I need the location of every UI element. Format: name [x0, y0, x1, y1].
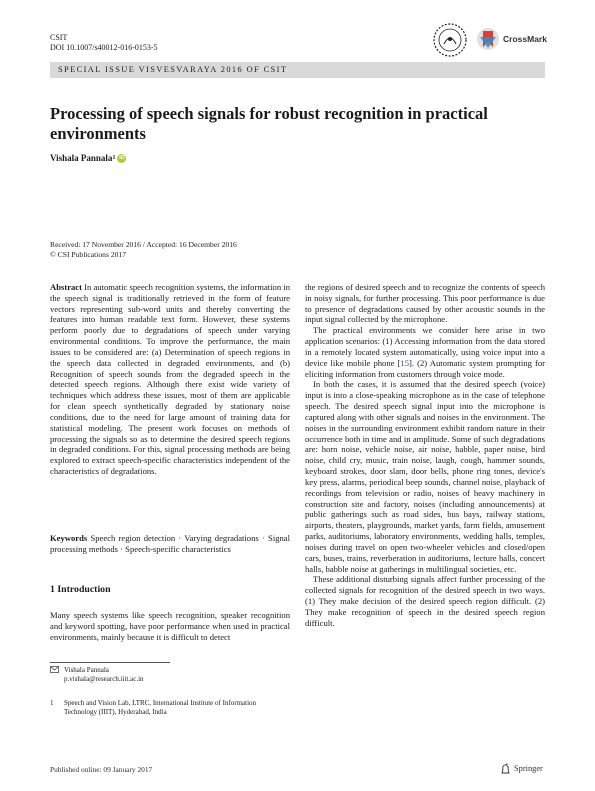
- intro-paragraph: [50, 610, 290, 642]
- keywords-text: Speech region detection · Varying degradations · Signal processing methods · Speech-specific characteristics: [50, 533, 290, 554]
- crossmark-label: CrossMark: [503, 34, 547, 44]
- orcid-icon[interactable]: iD: [119, 155, 125, 161]
- publisher-logo: [500, 763, 543, 774]
- received-accepted: Received: 17 November 2016 / Accepted: 16 December 2016: [50, 240, 237, 249]
- footnote-rule: [50, 662, 170, 663]
- intro-text: Many speech systems like speech recognition, speaker recognition and keyword spotting, have poor performance when used in practical environments, mainly because it is difficult to detect: [50, 610, 290, 642]
- copyright: © CSI Publications 2017: [50, 250, 127, 259]
- doi[interactable]: DOI 10.1007/s40012-016-0153-5: [50, 43, 158, 52]
- body-right-column: [305, 282, 545, 629]
- contact-name: Vishala Pannala: [64, 666, 109, 674]
- section-heading: 1 Introduction: [50, 584, 111, 595]
- publisher-name: Springer: [514, 764, 543, 773]
- affiliation-footnote: [50, 699, 290, 717]
- contact-footnote: [50, 666, 290, 684]
- keywords: [50, 533, 290, 555]
- contact-email[interactable]: p.vishala@research.iiit.ac.in: [64, 675, 144, 683]
- right-paragraph-4: These additional disturbing signals affect further processing of the collected signals for recognition of the desired speech in two ways. (1) They make decision of the desired speech region difficult. (2) They make recognition of speech in the desired speech region difficult.: [305, 574, 545, 628]
- affiliation-number: 1: [50, 699, 54, 707]
- special-issue-banner: SPECIAL ISSUE VISVESVARAYA 2016 OF CSIT: [50, 62, 545, 78]
- envelope-icon: [50, 666, 64, 676]
- right-paragraph-1: the regions of desired speech and to recognize the contents of speech in noisy signals, for further processing. This poor performance is due to presence of degradations caused by other acoustic sounds in the input signal collected by the microphone.: [305, 282, 545, 325]
- right-paragraph-3: In both the cases, it is assumed that the desired speech (voice) input is into a close-speaking microphone as in the case of telephone speech. The desired speech signal input into the microphone is captured along with other signals and noises in the environment. The noises in the surrounding environment exhibit random nature in their occurrence both in time and in amplitude. Some of such degradations are: horn noise, vehicle noise, air noise, babble, paper noise, bird noise, child cry, music, train noise, laugh, cough, hammer sounds, keyboard strokes, door slam, door bells, phone ring tones, device's key press, alarms, periodical beep sounds, channel noise, playback of recordings from television or radio, noises of heavy machinery in construction site and factory, noises (including announcements) at public gatherings such as road sides, bus bays, railway stations, airports, theaters, playgrounds, market yards, farm fields, amusement parks, auditoriums, laboratory environments, wedding halls, temples, noises during travel on open two-wheeler vehicles and closed/open cars, buses, trains, reverberation in auditoriums, lecture halls, concert halls, babble noise at gatherings in multilingual societies, etc.: [305, 379, 545, 574]
- springer-horse-icon: [500, 763, 511, 774]
- published-online: Published online: 09 January 2017: [50, 765, 153, 774]
- author-line: [50, 153, 126, 163]
- seal-icon: [432, 22, 468, 58]
- crossmark-icon: [476, 27, 500, 51]
- keywords-label: Keywords: [50, 533, 88, 543]
- abstract: [50, 282, 290, 477]
- affiliation-text: Speech and Vision Lab, LTRC, International Institute of Information Technology (IIIT), Hyderabad, India: [64, 699, 257, 716]
- abstract-text: In automatic speech recognition systems, the information in the speech signal is traditionally retrieved in the form of feature vectors representing sub-word units and thereby converting the features into human readable text form. However, these systems perform poorly due to degradations of speech under varying environmental conditions. To improve the performance, the main issues to be considered are: (a) Determination of speech regions in the speech data collected in degraded environments, and (b) Recognition of speech sounds from the degraded speech in the detected speech regions. Although there exist wide variety of techniques which address these issues, most of them are applicable for clean speech synthetically degraded by stationary noise conditions, due to the need for large amount of training data for statistical modeling. The present work focuses on methods of processing the signals so as to determine the desired speech regions in degraded conditions. For this, signal processing methods are being explored to extract speech-specific characteristics independent of the characteristics of degradations.: [50, 282, 290, 477]
- citation-link[interactable]: 15: [400, 357, 410, 368]
- affiliation-mark: 1: [112, 155, 116, 161]
- right-paragraph-2: The practical environments we consider here arise in two application scenarios: (1) Accessing information from the data stored in a remotely located system automatically, using voice input into a device like mobile phone [15]. (2) Automatic system prompting for eliciting information from customers through voice mode.: [305, 325, 546, 379]
- journal-info: [50, 33, 158, 53]
- abstract-label: Abstract: [50, 282, 82, 292]
- article-dates: [50, 240, 237, 260]
- journal-name: CSIT: [50, 33, 68, 42]
- paper-title: Processing of speech signals for robust recognition in practical environments: [50, 104, 488, 143]
- crossmark-badge[interactable]: [476, 27, 547, 51]
- author-name: Vishala Pannala: [50, 153, 113, 163]
